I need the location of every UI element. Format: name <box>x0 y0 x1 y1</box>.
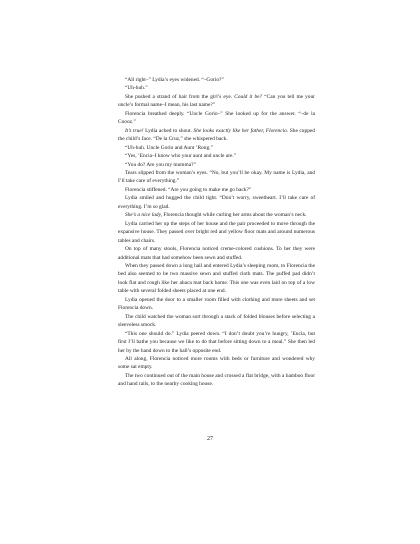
paragraph <box>118 186 315 194</box>
text-run: Florencia stiffened. “Are you going to make me go back?” <box>125 186 252 193</box>
italic-text: Could it be? <box>234 93 263 100</box>
paragraph <box>118 84 315 92</box>
page-body-text <box>118 76 315 389</box>
text-run: She cupped the child’s face. “De la Cruz,” she whispered back. <box>118 127 315 143</box>
text-run: Florencia breathed deeply. “Uncle Gorio–” She looked up for the answer. “–de la Coooz.” <box>118 110 315 126</box>
text-run: “You do? Are you my mumma?” <box>125 161 196 168</box>
paragraph <box>118 144 315 152</box>
italic-text: She’s a nice lady, <box>125 212 163 219</box>
text-run: Lydia carried her up the steps of her house and the pair proceeded to move through the expansive house. They passed over bright red and yellow floor mats and around numerous tables and chairs. <box>118 220 315 244</box>
paragraph <box>118 220 315 245</box>
text-run: When they passed down a long hall and entered Lydia’s sleeping room, to Florencia the bed also seemed to be two massive sewn and stuffed cloth mats. The puffed pad didn’t look flat and rough like her abaca mat back home. This one was even laid on top of a low table with several folded sheets placed at one end. <box>118 262 315 295</box>
paragraph <box>118 127 315 144</box>
paragraph <box>118 313 315 330</box>
italic-text: It’s true! <box>125 127 144 134</box>
text-run: Tears slipped from the woman’s eyes. “No, but you’ll be okay. My name is Lydia, and I’ll take care of everything.” <box>118 169 315 185</box>
paragraph <box>118 161 315 169</box>
paragraph <box>118 262 315 296</box>
text-run: Lydia opened the door to a smaller room filled with clothing and more sheets and set Florencia down. <box>118 296 315 312</box>
text-run: “Uh-huh.” <box>125 85 148 92</box>
text-run: “Can you tell me your uncle’s formal name–I mean, his last name?” <box>118 93 315 109</box>
text-run: She pushed a strand of hair from the girl’s eye. <box>125 93 235 100</box>
text-run: “Yes, ’Encia–I know who your aunt and uncle are.” <box>125 153 237 160</box>
text-run: Lydia smiled and hugged the child tight. “Don’t worry, sweetheart. I’ll take care of everything. I’m so glad. <box>118 195 315 210</box>
text-run: “Uh-huh. Uncle Gorio and Aunt ’Rong.” <box>125 144 213 151</box>
italic-text: She looks exactly like her father, Florencio. <box>193 127 289 134</box>
paragraph <box>118 296 315 313</box>
paragraph <box>118 76 315 84</box>
paragraph <box>118 152 315 160</box>
text-run: The child watched the woman sort through a stack of folded blouses before selecting a sleeveless smock. <box>118 313 315 329</box>
paragraph <box>118 211 315 219</box>
text-run: The two continued out of the main house and crossed a flat bridge, with a bamboo floor and hand rails, to the nearby cooking house. <box>118 372 315 388</box>
paragraph <box>118 355 315 372</box>
text-run: Lydia ached to shout. <box>143 127 194 134</box>
text-run: All along, Florencia noticed more rooms with beds or furniture and wondered why some sat empty. <box>118 355 315 371</box>
text-run: Florencia thought while curling her arms about the woman’s neck. <box>162 212 307 219</box>
paragraph <box>118 194 315 211</box>
text-run: “All right–” Lydia’s eyes widened. “–Gorio?” <box>125 77 224 83</box>
paragraph <box>118 245 315 262</box>
paragraph <box>118 330 315 355</box>
paragraph <box>118 372 315 389</box>
paragraph <box>118 169 315 186</box>
text-run: On top of many stools, Florencia noticed creme-colored cushions. To her they were additional mats that had somehow been sewn and stuffed. <box>118 246 315 261</box>
page-number: 27 <box>207 436 213 442</box>
text-run: “This one should do.” Lydia peered down. “I don’t doubt you’re hungry, ’Encia, but first I’ll bathe you because we like to do that before sitting down to a meal.” She then led her by the hand down to the hall’s opposite end. <box>118 330 315 354</box>
paragraph <box>118 93 315 110</box>
paragraph <box>118 110 315 127</box>
